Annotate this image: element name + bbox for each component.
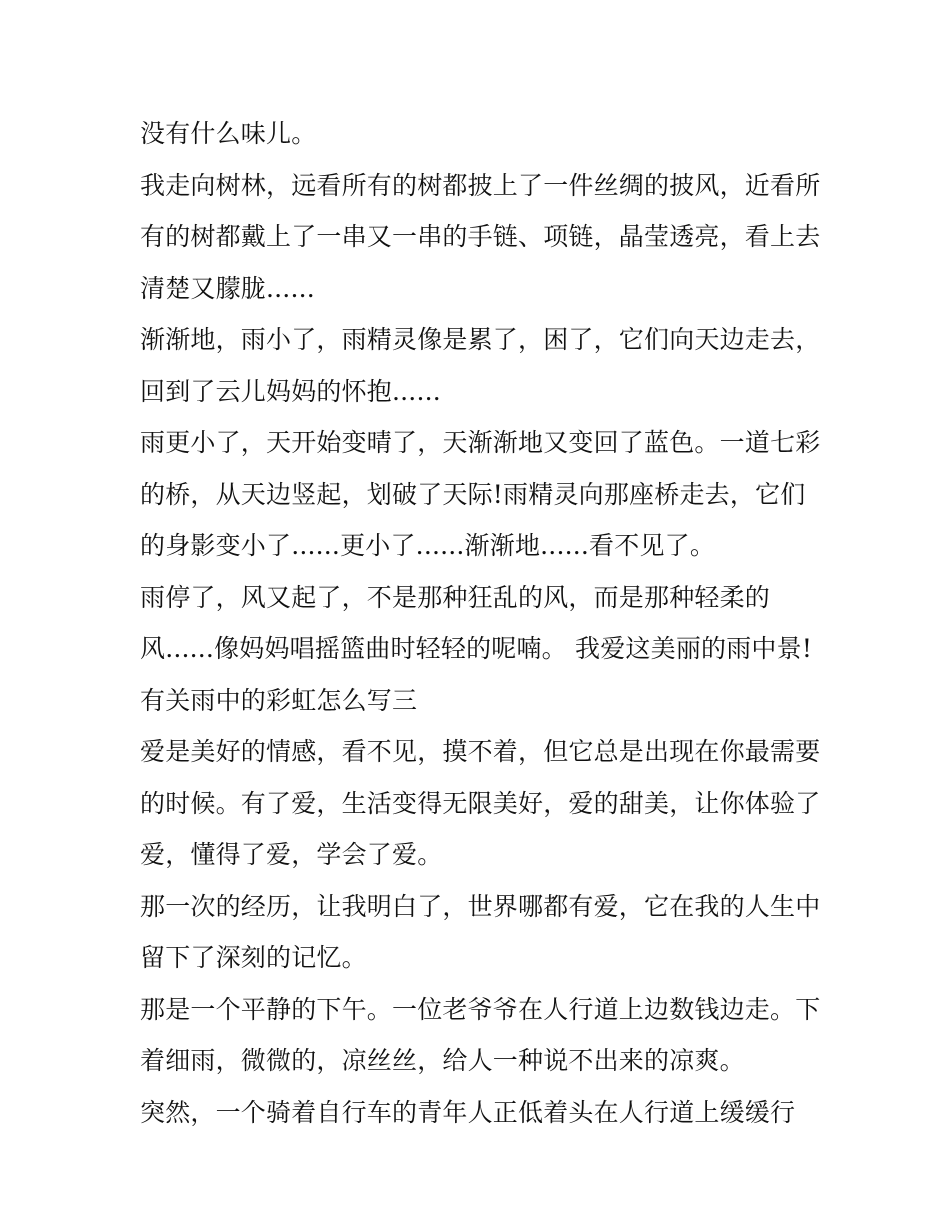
text-line-19: 着细雨，微微的，凉丝丝，给人一种说不出来的凉爽。 [140, 1046, 745, 1075]
text-line-11: 风......像妈妈唱摇篮曲时轻轻的呢喃。 我爱这美丽的雨中景! [140, 634, 813, 663]
text-line-15: 爱，懂得了爱，学会了爱。 [140, 840, 443, 869]
text-line-17: 留下了深刻的记忆。 [140, 943, 367, 972]
text-line-8: 的桥，从天边竖起，划破了天际!雨精灵向那座桥走去，它们 [140, 479, 806, 509]
text-line-20: 突然，一个骑着自行车的青年人正低着头在人行道上缓缓行 [140, 1097, 796, 1127]
text-line-5: 渐渐地，雨小了，雨精灵像是累了，困了，它们向天边走去， [140, 325, 821, 354]
text-line-7: 雨更小了，天开始变晴了，天渐渐地又变回了蓝色。一道七彩 [140, 428, 821, 457]
text-line-6: 回到了云儿妈妈的怀抱...... [140, 376, 441, 406]
text-line-13: 爱是美好的情感，看不见，摸不着，但它总是出现在你最需要 [140, 737, 821, 766]
text-line-2: 我走向树林，远看所有的树都披上了一件丝绸的披风，近看所 [140, 170, 821, 200]
text-line-4: 清楚又朦胧...... [140, 273, 315, 303]
text-line-3: 有的树都戴上了一串又一串的手链、项链，晶莹透亮，看上去 [140, 222, 821, 251]
text-line-18: 那是一个平静的下午。一位老爷爷在人行道上边数钱边走。下 [140, 994, 821, 1024]
text-line-14: 的时候。有了爱，生活变得无限美好，爱的甜美，让你体验了 [140, 788, 821, 818]
text-line-1: 没有什么味儿。 [140, 119, 317, 148]
text-line-16: 那一次的经历，让我明白了，世界哪都有爱，它在我的人生中 [140, 891, 821, 921]
text-line-10: 雨停了，风又起了，不是那种狂乱的风，而是那种轻柔的 [140, 582, 771, 612]
section-heading: 有关雨中的彩虹怎么写三 [140, 685, 418, 715]
text-line-9: 的身影变小了......更小了......渐渐地......看不见了。 [140, 531, 716, 560]
document-body [140, 108, 820, 1138]
